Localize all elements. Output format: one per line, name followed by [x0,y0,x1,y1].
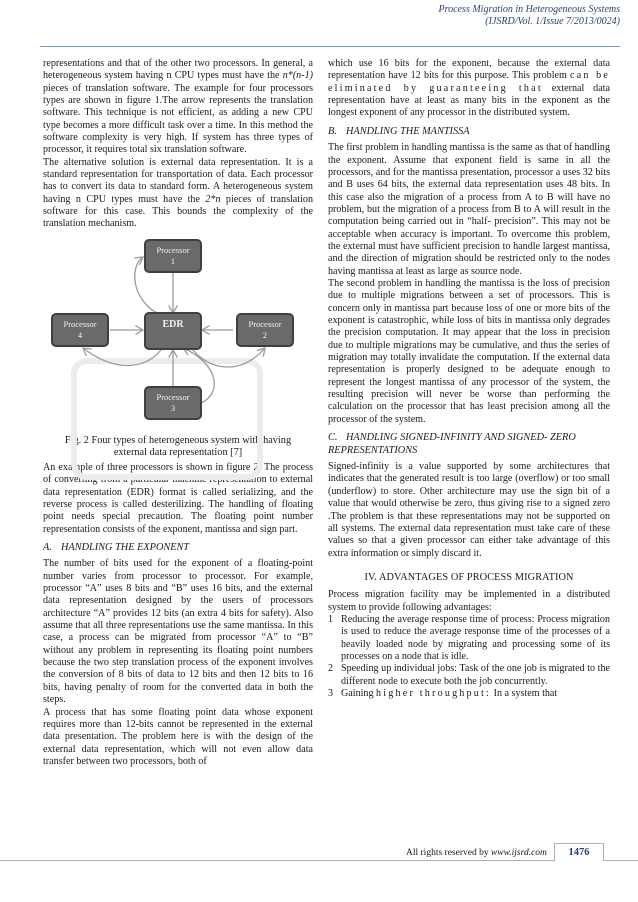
node-edr: EDR [144,312,202,350]
footer-divider [0,860,638,861]
list-item: 1 Reducing the average response time of process: Process migration is used to reduce the average response time of the processes of a heavily loaded node by migrating and processing some of its processes on a node that is idle. [328,613,610,662]
section-heading-b: B. HANDLING THE MANTISSA [328,125,470,137]
paragraph: representations and that of the other two processors. In general, a heterogeneous system having n CPU types must have the n*(n-1) pieces of translation software. The example for four processors types are shown in figure 1.The arrow represents the translation software. This technique is not efficient, as adding a new CPU type becomes a more difficult task over a time. In this method the software complexity is very high. If system has three types of processor, it requires total six translation software. [43,58,313,156]
paragraph: Process migration facility may be implemented in a distributed system to provide following advantages: [328,589,610,613]
right-column [328,58,610,700]
figure-edr-diagram [43,233,313,433]
left-column [43,58,313,768]
running-header [439,4,620,28]
footer-site-link[interactable]: www.ijsrd.com [490,848,547,858]
paragraph: which use 16 bits for the exponent, because the external data representation have 12 bits for this purpose. This problem can be eliminated by guaranteeing that external data representation have at least as many bits in the exponent as the longest exponent of any processor in the distributed system. [328,58,610,119]
list-item: 2 Speeding up individual jobs: Task of the one job is migrated to the different node to execute both the job concurrently. [328,663,610,687]
paragraph: The second problem in handling the mantissa is the loss of precision due to multiple migrations between a set of processors. This is concern only in mantissa part because loss of one or more bits of the exponent is catastrophic, while loss of bits in mantissa only degrades the precision computation. It may appear that the loss in precision due to multiple migrations may be cumulative, and thus the series of migration may totally invalidate the computation. If the external data representation is properly designed to be adequate enough to represent the longest mantissa of any processor of the system, the resulting precision will never be worse than performing the calculation on the processor that has least precision among all the processor of the system. [328,278,610,425]
paragraph: A process that has some floating point data whose exponent requires more than 12-bits cannot be represented in the external data presentation. The problem here is with the design of the external data representation, which will not even allow data transfer between two processors, both of [43,706,313,767]
node-processor-3: Processor 3 [144,386,202,420]
header-title: Process Migration in Heterogeneous Systems [438,4,620,15]
footer-copyright: All rights reserved by www.ijsrd.com [406,848,547,858]
section-heading-a: A. HANDLING THE EXPONENT [43,541,190,553]
paragraph: The number of bits used for the exponent of a floating-point number varies from processor to processor. For example, processor “A” uses 8 bits and “B” uses 16 bits, and the external data representation designed by the users of processors architecture “A” provides 12 bits (an extra 4 bits for safety). Also assume that all three representations use the same mantissa. In this case, a process can be migrated from processor “A” to “B” without any problem in representing its floating point numbers because the two step translation process of the exponent involves the conversion of 8 bits of data to 12 bits and then 12 bits to 16 bits, having penalty of room for the converted data in both the steps. [43,558,313,706]
figure-caption: Fig. 2 Four types of heterogeneous system with having external data representation [7] [64,434,292,459]
formula: n*(n-1) [282,70,313,82]
section-heading-iv: IV. ADVANTAGES OF PROCESS MIGRATION [364,571,574,583]
list-item: 3 Gaining higher throughput: In a system that [328,687,558,699]
paragraph: The first problem in handling mantissa is the same as that of handling the exponent. Assume that exponent field is same in all the processors, and for the mantissa presentation, processor a uses 32 bits and B uses 64 bits, the external data representation uses 48 bits. In this case also the migration of a process from A to B will have no problem, but the migration of a process from B to A will result in the computation being carried out in “half- precision”. This may not be acceptable when accuracy is important. To overcome this problem, the external must have sufficient precision to handle largest mantissa, and the direction of migration should be restricted only to the nodes having mantissa at least as large as source node. [328,142,610,277]
paragraph: The alternative solution is external data representation. It is a standard representation for transportation of data. Each processor has to convert its data to standard form. A heterogeneous system having n CPU types must have the 2*n pieces of translation software for this case. This bounds the complexity of the translation mechanism. [43,156,313,230]
paragraph: Signed-infinity is a value supported by some architectures that indicates that the generated result is too large (overflow) or too small (underflow) to store. Other architecture may use the sign bit of a value that would otherwise be zero, thus giving rise to a signed zero .The problem is that these representations may not be supported on all systems. The external data representation must take care of these values so that a given processor can either take advantage of this extra information or simply discard it. [328,461,610,559]
header-citation: (IJSRD/Vol. 1/Issue 7/2013/0024) [485,16,620,27]
node-processor-2: Processor 2 [236,313,294,347]
paragraph: An example of three processors is shown in figure 2. The process of converting from a particular machine representation to external data representation (EDR) format is called serializing, and the reverse process is called desterilizing. The handling of floating point needs special precaution. The floating point number representation consists of the exponent, mantissa and sign part. [43,461,313,535]
node-processor-4: Processor 4 [51,313,109,347]
section-heading-c: C. HANDLING SIGNED-INFINITY AND SIGNED- ZERO REPRESENTATIONS [328,432,576,456]
node-processor-1: Processor 1 [144,239,202,273]
header-divider [40,46,620,47]
page-number: 1476 [554,843,604,861]
formula: 2*n [205,193,221,205]
